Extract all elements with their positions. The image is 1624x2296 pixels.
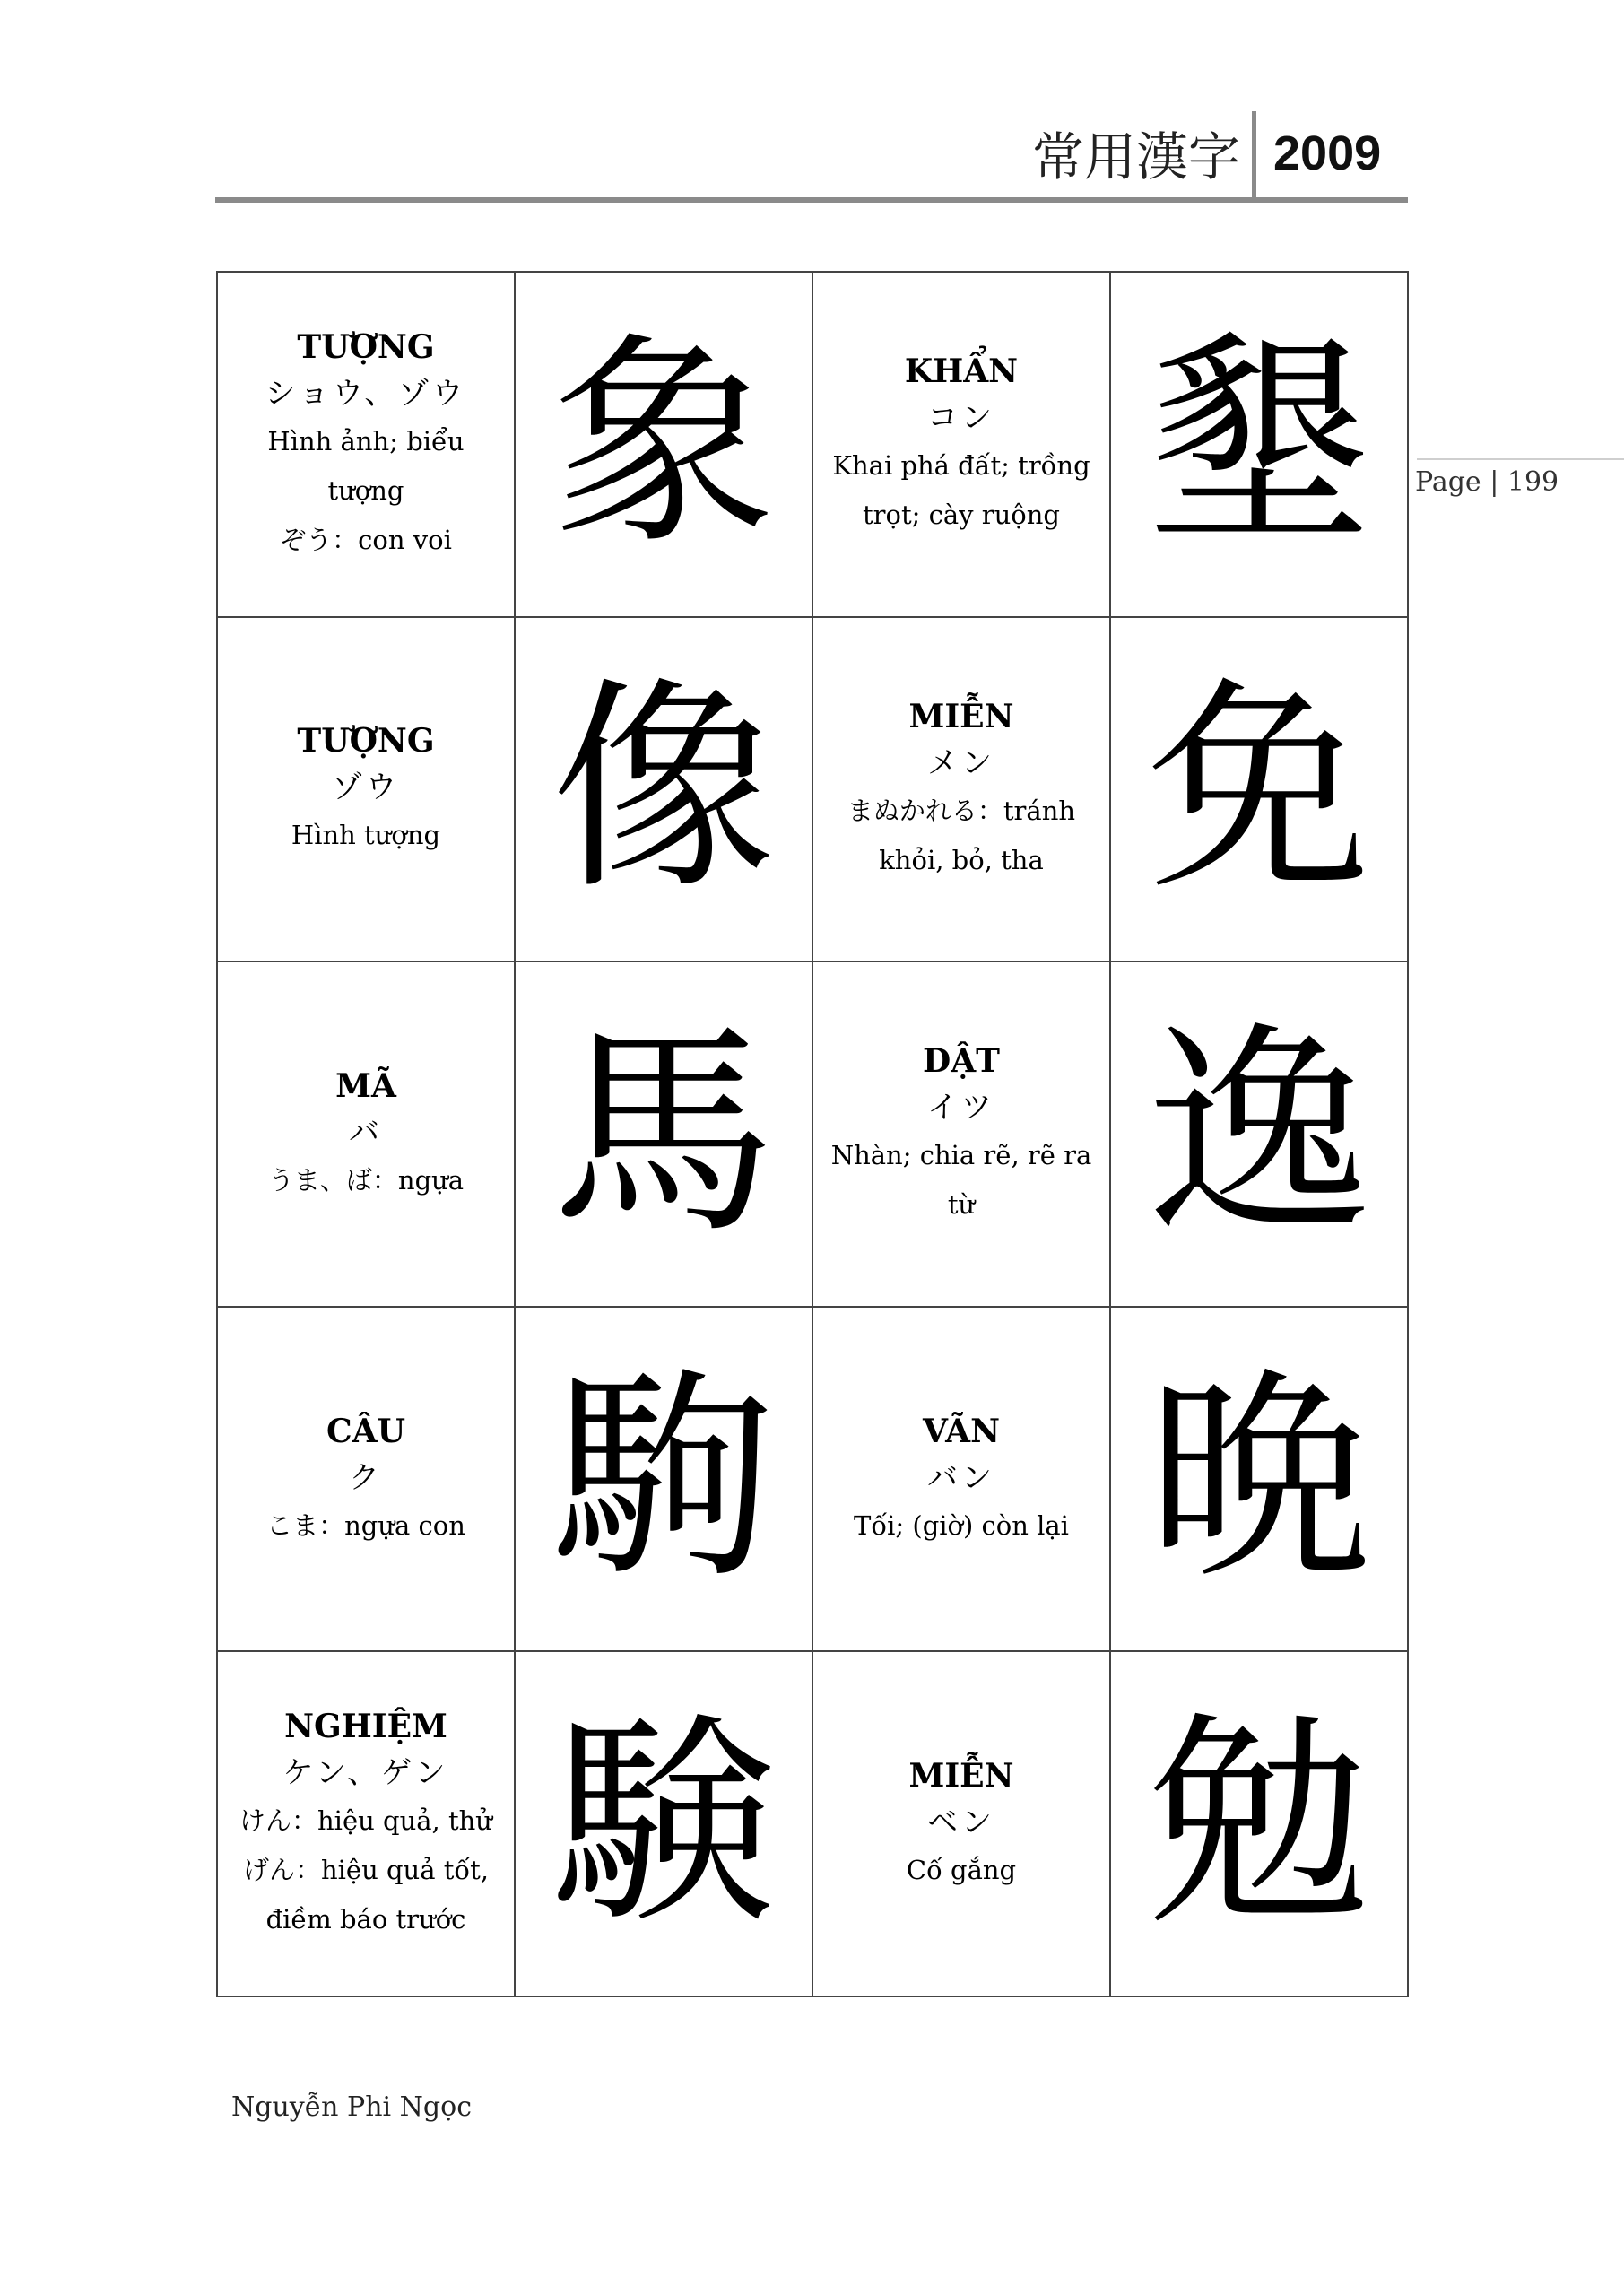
- entry-kanji-cell: [1111, 273, 1409, 618]
- entry-kanji-cell: [1111, 1308, 1409, 1653]
- entry-info: [218, 324, 514, 565]
- entry-reading: MIỄN: [908, 1757, 1014, 1796]
- entry-info: [218, 718, 514, 860]
- entry-kanji: 墾: [1147, 313, 1371, 575]
- entry-info-cell: [218, 273, 516, 618]
- entry-reading: VÃN: [923, 1412, 1000, 1450]
- entry-kana: バン: [927, 1459, 995, 1496]
- entry-reading: KHẨN: [904, 352, 1019, 391]
- entry-kana: イツ: [927, 1090, 995, 1126]
- entry-kana: コン: [927, 400, 995, 437]
- entry-kana: ゾウ: [332, 770, 400, 806]
- entry-reading: NGHIỆM: [284, 1708, 447, 1746]
- entry-kanji-cell: [516, 618, 813, 963]
- entry-info-cell: [813, 273, 1111, 618]
- header-rule: [215, 197, 1408, 203]
- entry-reading: TƯỢNG: [297, 722, 435, 761]
- entry-kanji: 駒: [551, 1348, 776, 1610]
- entry-kanji: 馬: [551, 1003, 776, 1265]
- entry-kanji: 逸: [1147, 1003, 1371, 1265]
- entry-info-cell: [218, 1652, 516, 1997]
- entry-info-cell: [218, 618, 516, 963]
- entry-kana: ベン: [927, 1805, 995, 1841]
- header-title: 常用漢字: [1031, 126, 1240, 187]
- entry-info-cell: [813, 962, 1111, 1308]
- page-header: [215, 108, 1408, 206]
- entry-meaning: Nhàn; chia rẽ, rẽ ra từ: [830, 1140, 1092, 1221]
- entry-info-cell: [218, 1308, 516, 1653]
- entry-kanji: 像: [551, 657, 776, 919]
- entry-info: [813, 1038, 1109, 1230]
- entry-meaning: こま：ngựa con: [266, 1509, 465, 1541]
- entry-kana: バ: [349, 1114, 383, 1151]
- entry-kana: ク: [349, 1459, 383, 1496]
- entry-kanji-cell: [1111, 618, 1409, 963]
- entry-kana: ケン、ゲン: [282, 1755, 449, 1792]
- entry-reading: CÂU: [326, 1412, 405, 1450]
- entry-info-cell: [813, 618, 1111, 963]
- entry-kana: ショウ、ゾウ: [265, 375, 467, 412]
- entry-reading: MÃ: [335, 1066, 396, 1105]
- entry-info-cell: [813, 1652, 1111, 1997]
- entry-kanji-cell: [1111, 962, 1409, 1308]
- entry-kanji: 免: [1147, 657, 1371, 919]
- entry-reading: MIỄN: [908, 697, 1014, 735]
- entry-meaning: Khai phá đất; trồng: [832, 450, 1090, 482]
- entry-kanji-cell: [516, 962, 813, 1308]
- entry-meaning: Hình tượng: [291, 820, 441, 851]
- author-name: Nguyễn Phi Ngọc: [231, 2092, 472, 2123]
- entry-reading: DẬT: [923, 1042, 1000, 1081]
- entry-kanji: 勉: [1147, 1692, 1371, 1954]
- page-number-rule: [1417, 458, 1624, 460]
- entry-kanji: 験: [551, 1692, 776, 1954]
- entry-info-cell: [813, 1308, 1111, 1653]
- entry-meaning: げん：hiệu quả tốt,: [242, 1855, 490, 1886]
- entry-meaning: Cố gắng: [906, 1855, 1017, 1886]
- entry-info-cell: [218, 962, 516, 1308]
- kanji-grid: [216, 271, 1409, 1997]
- entry-info: [813, 348, 1109, 540]
- entry-info: [813, 1752, 1109, 1895]
- entry-meaning: ぞう：con voi: [280, 524, 452, 555]
- entry-meaning: Hình ảnh; biểu tượng: [267, 425, 465, 506]
- entry-meaning: けん：hiệu quả, thử: [239, 1805, 492, 1837]
- entry-kanji-cell: [516, 1308, 813, 1653]
- page-number: Page | 199: [1415, 466, 1559, 498]
- entry-info: [813, 1408, 1109, 1551]
- entry-meaning: Tối; (giờ) còn lại: [854, 1509, 1069, 1541]
- entry-info: [218, 1408, 514, 1551]
- entry-meaning: trọt; cày ruộng: [863, 500, 1060, 531]
- header-divider: [1252, 111, 1256, 197]
- entry-kanji: 象: [551, 313, 776, 575]
- entry-meaning: まぬかれる：tránh: [847, 795, 1076, 826]
- entry-info: [218, 1703, 514, 1944]
- header-year: 2009: [1273, 126, 1382, 180]
- entry-meaning: うま、ば：ngựa: [267, 1164, 465, 1196]
- entry-kanji-cell: [516, 1652, 813, 1997]
- entry-kanji: 晩: [1147, 1348, 1371, 1610]
- entry-reading: TƯỢNG: [297, 327, 435, 366]
- entry-meaning: khỏi, bỏ, tha: [879, 844, 1044, 875]
- entry-kanji-cell: [516, 273, 813, 618]
- entry-info: [813, 693, 1109, 885]
- entry-kanji-cell: [1111, 1652, 1409, 1997]
- entry-info: [218, 1063, 514, 1205]
- entry-meaning: điềm báo trước: [265, 1904, 466, 1935]
- entry-kana: メン: [927, 744, 995, 781]
